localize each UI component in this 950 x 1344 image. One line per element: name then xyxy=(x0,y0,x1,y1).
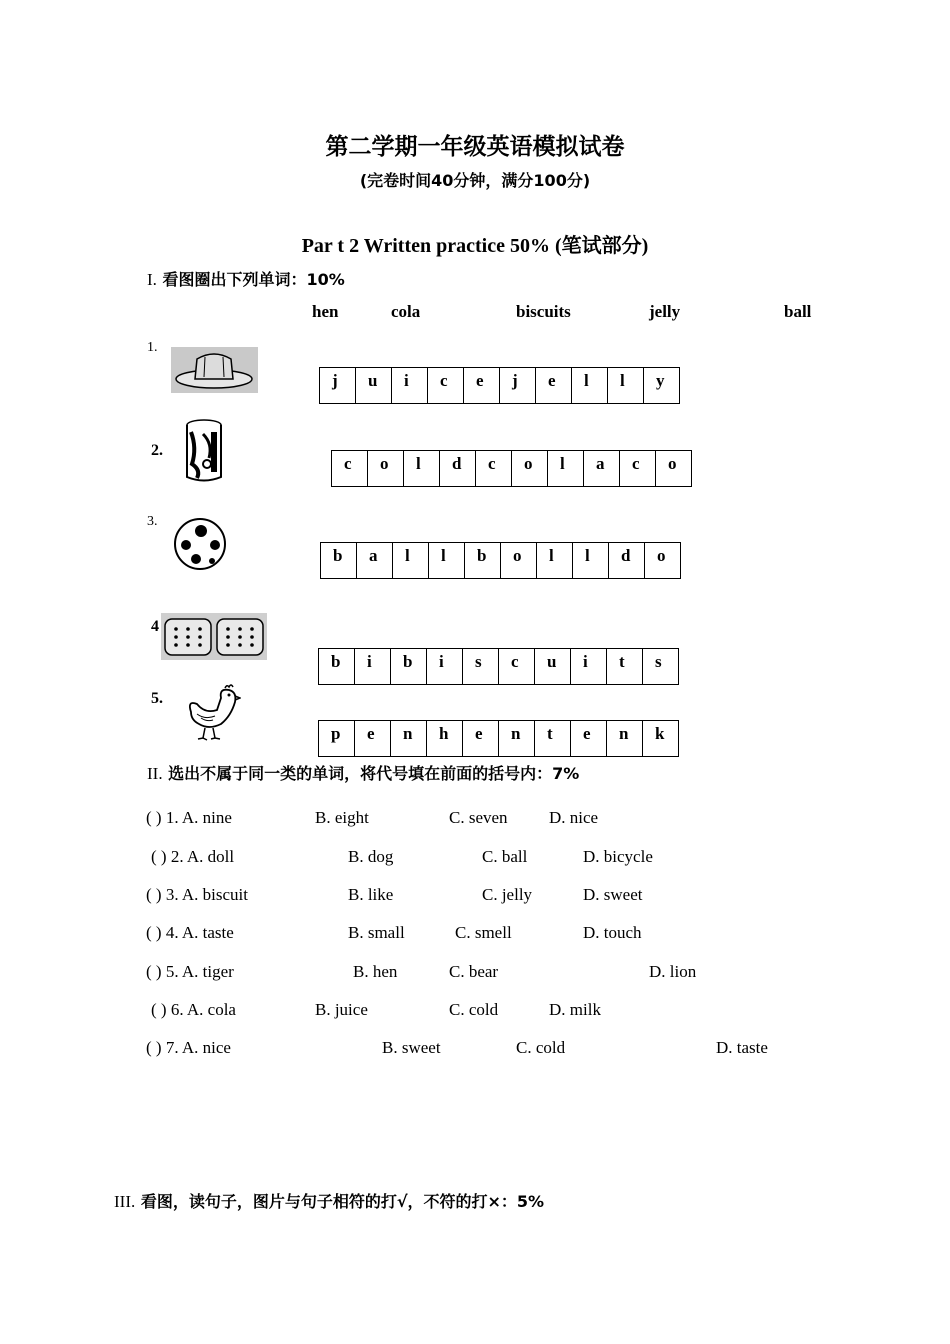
section1-heading xyxy=(147,267,345,290)
letter-cell[interactable]: l xyxy=(429,543,465,579)
item-number: 3. xyxy=(147,514,158,529)
letter-grid-1 xyxy=(319,367,680,404)
page-title: 第二学期一年级英语模拟试卷 xyxy=(325,134,625,160)
item-number: 1. xyxy=(147,340,158,355)
letter-cell[interactable]: h xyxy=(427,721,463,757)
section1-heading-text: 看图圈出下列单词：10% xyxy=(162,270,345,289)
letter-grid-5 xyxy=(318,720,679,757)
option-d: D. lion xyxy=(649,962,697,981)
letter-cell[interactable]: o xyxy=(501,543,537,579)
option-b: B. hen xyxy=(353,962,398,981)
letter-cell[interactable]: e xyxy=(571,721,607,757)
letter-cell[interactable]: b xyxy=(465,543,501,579)
option-b: B. small xyxy=(348,923,405,942)
letter-cell[interactable]: o xyxy=(368,451,404,487)
letter-grid-4 xyxy=(318,648,679,685)
option-d: D. taste xyxy=(716,1038,768,1057)
question-stem: ( ) 3. A. biscuit xyxy=(146,885,248,904)
word-bank-item: cola xyxy=(391,302,421,321)
letter-cell[interactable]: s xyxy=(643,649,679,685)
letter-cell[interactable]: c xyxy=(499,649,535,685)
item-number: 2. xyxy=(151,442,163,459)
option-b: B. sweet xyxy=(382,1038,441,1057)
letter-cell[interactable]: c xyxy=(620,451,656,487)
letter-cell[interactable]: j xyxy=(320,368,356,404)
option-b: B. juice xyxy=(315,1000,368,1019)
letter-cell[interactable]: d xyxy=(440,451,476,487)
part-heading: Par t 2 Written practice 50% (笔试部分) xyxy=(301,235,649,257)
letter-cell[interactable]: a xyxy=(584,451,620,487)
question-stem: ( ) 5. A. tiger xyxy=(146,962,234,981)
section3-roman: III. xyxy=(114,1192,136,1211)
letter-cell[interactable]: l xyxy=(404,451,440,487)
letter-cell[interactable]: c xyxy=(476,451,512,487)
option-c: C. jelly xyxy=(482,885,533,904)
word-bank-item: jelly xyxy=(649,302,681,321)
letter-cell[interactable]: o xyxy=(512,451,548,487)
item-number: 4 xyxy=(151,618,159,635)
letter-cell[interactable]: l xyxy=(608,368,644,404)
word-bank-item: biscuits xyxy=(516,302,571,321)
letter-cell[interactable]: c xyxy=(428,368,464,404)
letter-cell[interactable]: n xyxy=(607,721,643,757)
option-c: C. cold xyxy=(449,1000,499,1019)
letter-cell[interactable]: l xyxy=(548,451,584,487)
letter-cell[interactable]: a xyxy=(357,543,393,579)
option-d: D. milk xyxy=(549,1000,601,1019)
word-bank-item: ball xyxy=(784,302,812,321)
question-stem: ( ) 4. A. taste xyxy=(146,923,234,942)
letter-cell[interactable]: l xyxy=(393,543,429,579)
letter-cell[interactable]: o xyxy=(656,451,692,487)
hen-icon xyxy=(181,682,241,742)
word-bank-item: hen xyxy=(312,302,339,321)
letter-cell[interactable]: o xyxy=(645,543,681,579)
letter-cell[interactable]: i xyxy=(355,649,391,685)
letter-cell[interactable]: e xyxy=(464,368,500,404)
letter-cell[interactable]: e xyxy=(463,721,499,757)
letter-cell[interactable]: l xyxy=(573,543,609,579)
biscuits-icon xyxy=(161,613,267,660)
letter-cell[interactable]: i xyxy=(427,649,463,685)
letter-grid-3 xyxy=(320,542,681,579)
letter-cell[interactable]: b xyxy=(391,649,427,685)
letter-cell[interactable]: u xyxy=(356,368,392,404)
letter-cell[interactable]: c xyxy=(332,451,368,487)
section3-heading xyxy=(114,1189,544,1212)
letter-cell[interactable]: s xyxy=(463,649,499,685)
letter-cell[interactable]: i xyxy=(392,368,428,404)
letter-cell[interactable]: y xyxy=(644,368,680,404)
letter-grid-2 xyxy=(331,450,692,487)
item-number: 5. xyxy=(151,690,163,707)
letter-cell[interactable]: d xyxy=(609,543,645,579)
option-d: D. touch xyxy=(583,923,642,942)
option-c: C. seven xyxy=(449,808,508,827)
letter-cell[interactable]: t xyxy=(535,721,571,757)
question-stem: ( ) 2. A. doll xyxy=(151,847,235,866)
question-stem: ( ) 7. A. nice xyxy=(146,1038,231,1057)
question-stem: ( ) 6. A. cola xyxy=(151,1000,236,1019)
question-stem: ( ) 1. A. nine xyxy=(146,808,232,827)
option-d: D. sweet xyxy=(583,885,643,904)
option-b: B. dog xyxy=(348,847,394,866)
option-c: C. cold xyxy=(516,1038,566,1057)
letter-cell[interactable]: e xyxy=(536,368,572,404)
letter-cell[interactable]: k xyxy=(643,721,679,757)
letter-cell[interactable]: t xyxy=(607,649,643,685)
section1-roman: I. xyxy=(147,270,157,289)
letter-cell[interactable]: l xyxy=(572,368,608,404)
cola-can-icon xyxy=(183,418,225,484)
page-subtitle: (完卷时间40分钟，满分100分) xyxy=(359,171,591,190)
letter-cell[interactable]: u xyxy=(535,649,571,685)
option-b: B. like xyxy=(348,885,394,904)
section2-heading-text: 选出不属于同一类的单词，将代号填在前面的括号内：7% xyxy=(168,764,580,783)
ball-icon xyxy=(171,517,229,571)
section2-roman: II. xyxy=(147,764,163,783)
option-c: C. ball xyxy=(482,847,528,866)
option-d: D. nice xyxy=(549,808,599,827)
letter-cell[interactable]: n xyxy=(499,721,535,757)
section3-heading-text: 看图，读句子，图片与句子相符的打√，不符的打×：5% xyxy=(140,1192,545,1211)
letter-cell[interactable]: p xyxy=(319,721,355,757)
letter-cell[interactable]: n xyxy=(391,721,427,757)
letter-cell[interactable]: e xyxy=(355,721,391,757)
option-c: C. smell xyxy=(455,923,512,942)
option-b: B. eight xyxy=(315,808,369,827)
letter-cell[interactable]: b xyxy=(321,543,357,579)
option-c: C. bear xyxy=(449,962,499,981)
letter-cell[interactable]: b xyxy=(319,649,355,685)
letter-cell[interactable]: l xyxy=(537,543,573,579)
section2-heading xyxy=(147,761,579,784)
letter-cell[interactable]: i xyxy=(571,649,607,685)
option-d: D. bicycle xyxy=(583,847,653,866)
jelly-icon xyxy=(171,347,258,393)
letter-cell[interactable]: j xyxy=(500,368,536,404)
